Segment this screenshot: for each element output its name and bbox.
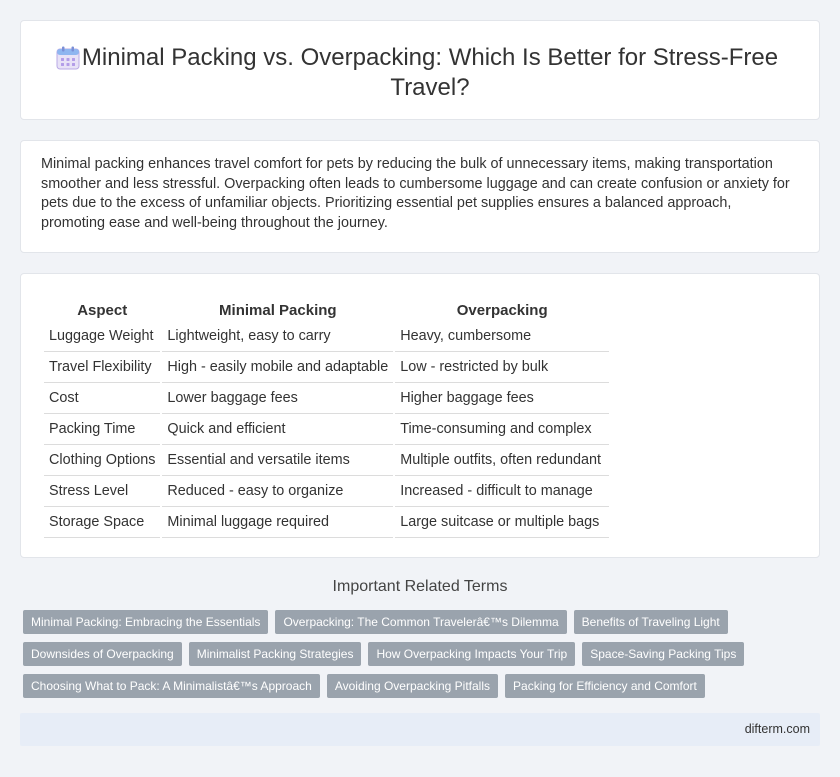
table-row: [44, 476, 609, 507]
related-term-link[interactable]: Benefits of Traveling Light: [574, 610, 728, 634]
table-row: [44, 507, 609, 538]
table-cell: Large suitcase or multiple bags: [395, 507, 609, 538]
related-term-link[interactable]: Minimalist Packing Strategies: [189, 642, 362, 666]
table-cell: Packing Time: [44, 414, 160, 445]
table-cell: Stress Level: [44, 476, 160, 507]
related-term-link[interactable]: Packing for Efficiency and Comfort: [505, 674, 705, 698]
related-terms-title: Important Related Terms: [332, 578, 508, 595]
table-cell: Clothing Options: [44, 445, 160, 476]
table-row: [44, 445, 609, 476]
related-term-link[interactable]: Space-Saving Packing Tips: [582, 642, 744, 666]
column-header: Minimal Packing: [219, 301, 337, 319]
related-term-link[interactable]: How Overpacking Impacts Your Trip: [368, 642, 575, 666]
title-card: [20, 20, 820, 120]
table-cell: High - easily mobile and adaptable: [162, 352, 393, 383]
footer: [20, 713, 820, 746]
table-cell: Multiple outfits, often redundant: [395, 445, 609, 476]
intro-card: [20, 140, 820, 253]
table-cell: Time-consuming and complex: [395, 414, 609, 445]
table-cell: Travel Flexibility: [44, 352, 160, 383]
page-title: Minimal Packing vs. Overpacking: Which Is Better for Stress-Free Travel?: [81, 44, 779, 101]
intro-text: Minimal packing enhances travel comfort for pets by reducing the bulk of unnecessary items, making transportation smoother and less stressful. Overpacking often leads to cumbersome luggage and can create confusion or anxiety for pets due to the excess of unfamiliar objects. Prioritizing essential pet supplies ensures a balanced approach, promoting ease and well-being throughout the journey.: [41, 156, 790, 231]
column-header: Aspect: [77, 301, 128, 319]
related-term-link[interactable]: Choosing What to Pack: A Minimalistâ€™s Approach: [23, 674, 320, 698]
comparison-table: [42, 295, 611, 538]
table-cell: Quick and efficient: [162, 414, 393, 445]
table-cell: Essential and versatile items: [162, 445, 393, 476]
table-cell: Cost: [44, 383, 160, 414]
related-term-link[interactable]: Minimal Packing: Embracing the Essentials: [23, 610, 268, 634]
related-terms-list: [23, 610, 823, 706]
comparison-card: [20, 273, 820, 558]
column-header: Overpacking: [456, 301, 548, 319]
related-term-link[interactable]: Downsides of Overpacking: [23, 642, 182, 666]
table-cell: Storage Space: [44, 507, 160, 538]
table-row: [44, 352, 609, 383]
table-cell: Increased - difficult to manage: [395, 476, 609, 507]
table-header-row: [44, 295, 609, 321]
site-name[interactable]: difterm.com: [744, 722, 810, 736]
table-row: [44, 383, 609, 414]
table-cell: Reduced - easy to organize: [162, 476, 393, 507]
table-cell: Lightweight, easy to carry: [162, 321, 393, 352]
table-row: [44, 321, 609, 352]
table-cell: Lower baggage fees: [162, 383, 393, 414]
table-cell: Luggage Weight: [44, 321, 160, 352]
table-cell: Higher baggage fees: [395, 383, 609, 414]
table-cell: Heavy, cumbersome: [395, 321, 609, 352]
table-cell: Low - restricted by bulk: [395, 352, 609, 383]
table-cell: Minimal luggage required: [162, 507, 393, 538]
related-term-link[interactable]: Overpacking: The Common Travelerâ€™s Dilemma: [275, 610, 566, 634]
related-term-link[interactable]: Avoiding Overpacking Pitfalls: [327, 674, 498, 698]
table-row: [44, 414, 609, 445]
